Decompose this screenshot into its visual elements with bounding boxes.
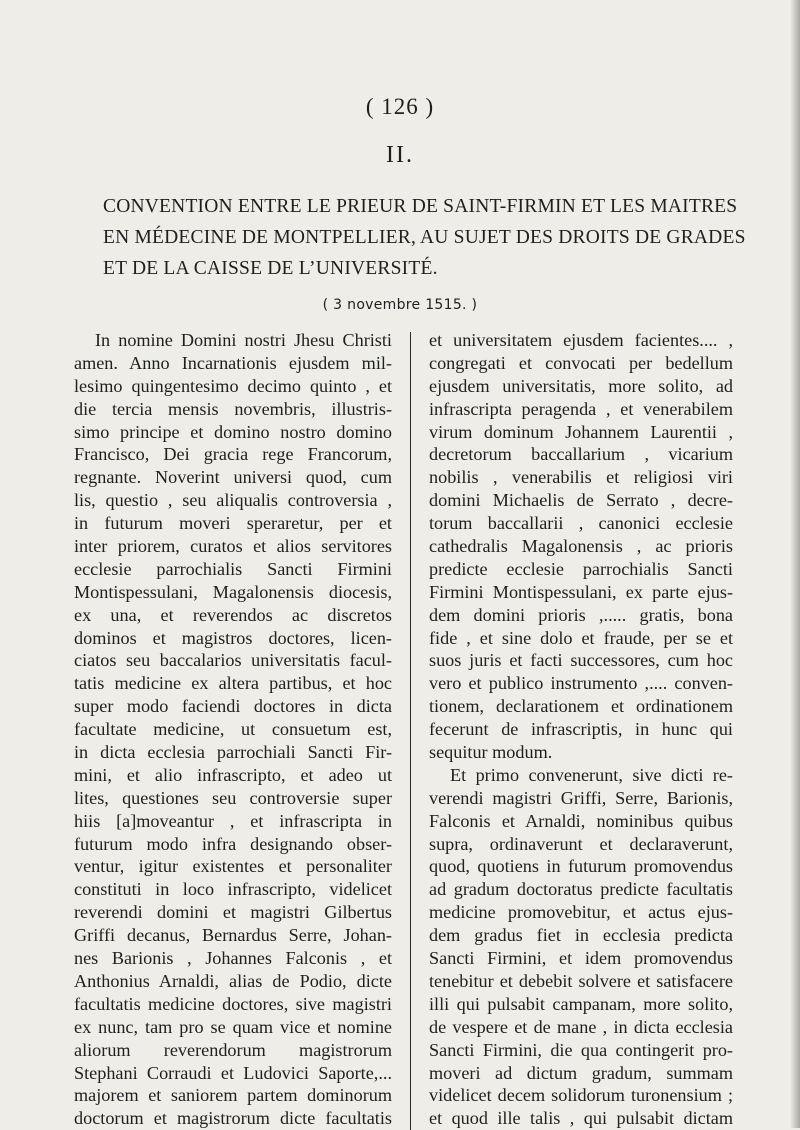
text-line: de vespere et de mane , in dicta ecclesia: [429, 1016, 733, 1037]
text-line: aliorum reverendorum magistrorum: [74, 1039, 392, 1060]
text-line: ex una, et reverendos ac discretos: [74, 604, 392, 625]
text-line: infrascripta peragenda , et venerabilem: [429, 398, 733, 419]
text-line: fide , et sine dolo et fraude, per se et: [429, 627, 733, 648]
text-line: sequitur modum.: [429, 742, 553, 763]
text-line: ejusdem universitatis, more solito, ad: [429, 375, 733, 396]
text-line: lites, questiones seu controversie super: [74, 787, 392, 808]
text-line: ex nunc, tam pro se quam vice et nomine: [74, 1016, 392, 1037]
text-line: in dicta ecclesia parrochiali Sancti Fir-: [74, 742, 392, 763]
document-date: ( 3 novembre 1515. ): [322, 297, 478, 313]
text-line: ventur, igitur existentes et personaliter: [74, 856, 392, 877]
text-line: verendi magistri Griffi, Serre, Barionis,: [429, 787, 733, 808]
text-line: decretorum baccallarium , vicarium: [429, 444, 733, 465]
text-line: ciatos seu baccalarios universitatis facul-: [74, 650, 392, 671]
text-line: fecerunt de infrascriptis, in hunc qui: [429, 719, 733, 740]
text-line: supra, ordinaverunt et declaraverunt,: [429, 833, 733, 854]
text-line: hiis [a]moveantur , et infrascripta in: [74, 810, 392, 831]
text-line: inter priorem, curatos et alios servitores: [74, 536, 392, 557]
text-line: tatis medicine ex altera partibus, et hoc: [74, 673, 392, 694]
text-line: Sancti Firmini, die qua contingerit pro-: [429, 1039, 733, 1060]
text-line: Griffi decanus, Bernardus Serre, Johan-: [74, 925, 392, 946]
text-line: torum baccallarii , canonici ecclesie: [429, 513, 733, 534]
text-line: vero et publico instrumento ,.... conven-: [429, 673, 733, 694]
text-line: predicte ecclesie parrochialis Sancti: [429, 558, 733, 579]
text-line: tenebitur et debebit solvere et satisfacere: [429, 970, 733, 991]
text-line: dem gradus fiet in ecclesia predicta: [429, 925, 733, 946]
column-divider: [410, 332, 411, 1130]
text-line: et universitatem ejusdem facientes.... ,: [429, 330, 733, 350]
text-line: nobilis , venerabilis et religiosi viri: [429, 467, 733, 488]
text-line: lesimo quingentesimo decimo quinto , et: [74, 375, 392, 396]
text-line: dominos et magistros doctores, licen-: [74, 627, 392, 648]
text-line: majorem et saniorem partem dominorum: [74, 1085, 392, 1106]
text-line: quod, quotiens in futurum promovendus: [429, 856, 733, 877]
text-line: medicine promovebitur, et actus ejus-: [429, 902, 733, 923]
text-line: congregati et convocati per bedellum: [429, 352, 733, 373]
text-line: super modo faciendi doctores in dicta: [74, 696, 392, 717]
text-line: in futurum moveri speraretur, per et: [74, 513, 392, 534]
text-line: et quod ille talis , qui pulsabit dictam: [429, 1108, 733, 1129]
text-line: Falconis et Arnaldi, nominibus quibus: [429, 810, 733, 831]
right-column: [429, 329, 733, 1130]
text-line: tionem, declarationem et ordinationem: [429, 696, 733, 717]
text-line: dem domini prioris ,..... gratis, bona: [429, 604, 733, 625]
page-edge-shadow: [790, 0, 800, 1128]
text-line: Et primo convenerunt, sive dicti re-: [450, 764, 733, 785]
document-title: [103, 191, 746, 284]
text-line: lis, questio , seu aliqualis controversia ,: [74, 490, 392, 511]
text-line: virum dominum Johannem Laurentii ,: [429, 421, 733, 442]
text-line: facultatis medicine doctores, sive magistri: [74, 993, 392, 1014]
title-line-2: EN MÉDECINE DE MONTPELLIER, AU SUJET DES DROITS DE GRADES: [103, 227, 746, 248]
text-line: Firmini Montispessulani, ex parte ejus-: [429, 581, 733, 602]
text-line: ecclesie parrochialis Sancti Firmini: [74, 558, 392, 579]
text-line: reverendi domini et magistri Gilbertus: [74, 902, 392, 923]
text-line: moveri ad dictum gradum, summam: [429, 1062, 733, 1083]
text-line: nes Barionis , Johannes Falconis , et: [74, 948, 392, 969]
text-line: videlicet decem solidorum turonensium ;: [429, 1085, 733, 1106]
text-line: constituti in loco infrascripto, videlicet: [74, 879, 392, 900]
text-line: regnante. Noverint universi quod, cum: [74, 467, 392, 488]
text-line: illi qui pulsabit campanam, more solito,: [429, 993, 733, 1014]
text-line: Anthonius Arnaldi, alias de Podio, dicte: [74, 970, 392, 991]
text-line: facultate medicine, ut consuetum est,: [74, 719, 392, 740]
section-number: II.: [386, 142, 414, 168]
text-line: domini Michaelis de Serrato , decre-: [429, 490, 733, 511]
text-line: Stephani Corraudi et Ludovici Saporte,...: [74, 1062, 392, 1083]
page-number: ( 126 ): [365, 94, 435, 119]
text-line: Francisco, Dei gracia rege Francorum,: [74, 444, 392, 465]
text-line: In nomine Domini nostri Jhesu Christi: [95, 330, 392, 350]
text-line: Montispessulani, Magalonensis diocesis,: [74, 581, 392, 602]
text-line: ad gradum doctoratus predicte facultatis: [429, 879, 733, 900]
text-line: cathedralis Magalonensis , ac prioris: [429, 536, 733, 557]
text-line: die tercia mensis novembris, illustris-: [74, 398, 392, 419]
left-column: [74, 329, 392, 1130]
text-line: doctorum et magistrorum dicte facultatis: [74, 1108, 392, 1129]
text-line: simo principe et domino nostro domino: [74, 421, 392, 442]
title-line-1: CONVENTION ENTRE LE PRIEUR DE SAINT-FIRMIN ET LES MAITRES: [103, 196, 738, 217]
title-line-3: ET DE LA CAISSE DE L’UNIVERSITÉ.: [103, 258, 438, 279]
text-line: futurum modo infra designando obser-: [74, 833, 392, 854]
text-line: mini, et alio infrascripto, et adeo ut: [74, 764, 392, 785]
text-line: suos juris et facti successores, cum hoc: [429, 650, 733, 671]
text-line: amen. Anno Incarnationis ejusdem mil-: [74, 352, 392, 373]
text-line: Sancti Firmini, et idem promovendus: [429, 948, 733, 969]
